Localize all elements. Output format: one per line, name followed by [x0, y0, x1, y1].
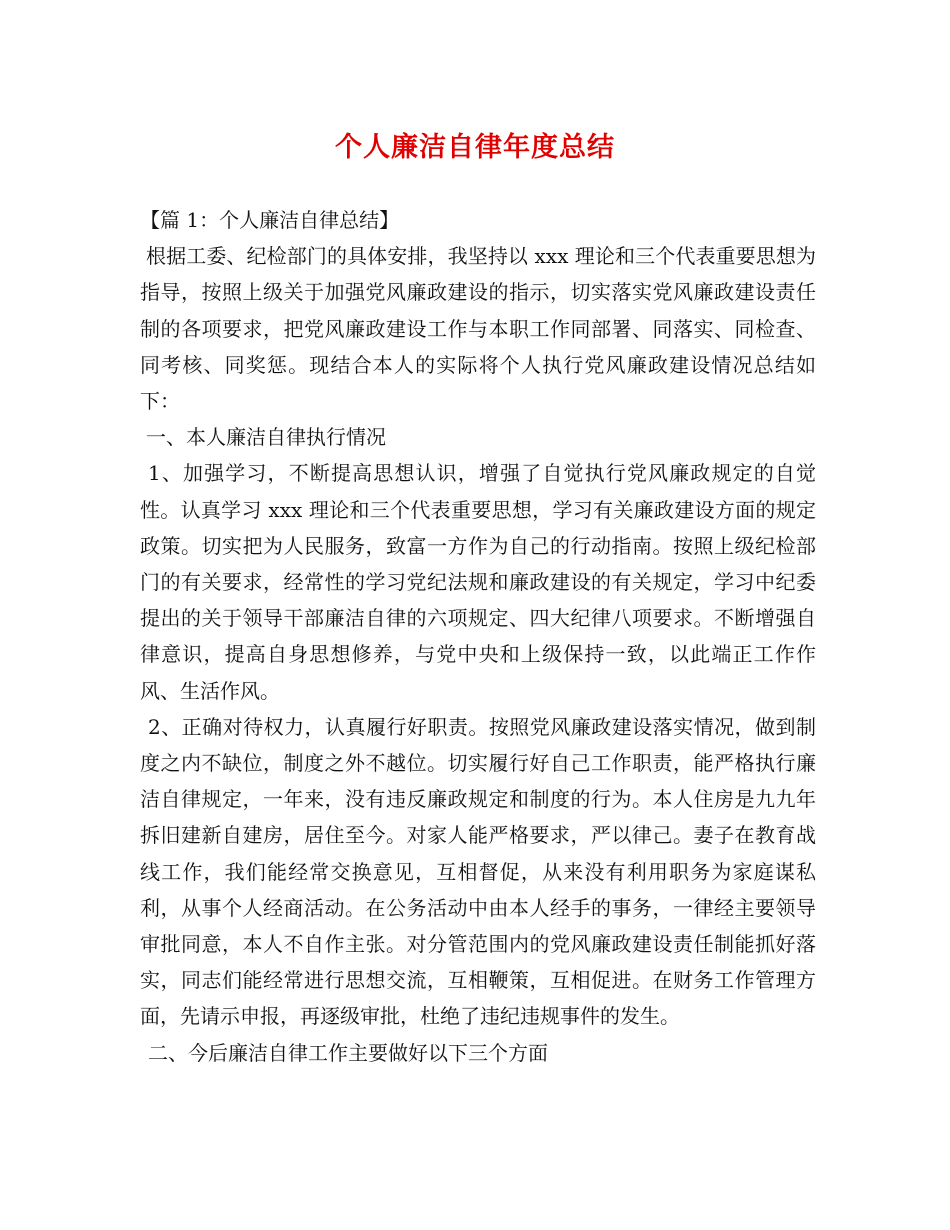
document-body [140, 202, 816, 1071]
paragraph-intro: 根据工委、纪检部门的具体安排，我坚持以 xxx 理论和三个代表重要思想为指导，按照上级关于加强党风廉政建设的指示，切实落实党风廉政建设责任制的各项要求，把党风廉政建设工作与本职工作同部署、同落实、同检查、同考核、同奖惩。现结合本人的实际将个人执行党风廉政建设情况总结如下： [140, 244, 816, 414]
paragraph-item-one: 1、加强学习，不断提高思想认识，增强了自觉执行党风廉政规定的自觉性。认真学习 xxx 理论和三个代表重要思想，学习有关廉政建设方面的规定政策。切实把为人民服务，致富一方作为自己的行动指南。按照上级纪检部门的有关要求，经常性的学习党纪法规和廉政建设的有关规定，学习中纪委提出的关于领导干部廉洁自律的六项规定、四大纪律八项要求。不断增强自律意识，提高自身思想修养，与党中央和上级保持一致，以此端正工作作风、生活作风。 [140, 461, 816, 703]
section-label: 【篇 1：个人廉洁自律总结】 [140, 208, 400, 232]
heading-section-one: 一、本人廉洁自律执行情况 [146, 425, 386, 450]
heading-section-two: 二、今后廉洁自律工作主要做好以下三个方面 [148, 1040, 548, 1065]
paragraph-item-two: 2、正确对待权力，认真履行好职责。按照党风廉政建设落实情况，做到制度之内不缺位，制度之外不越位。切实履行好自己工作职责，能严格执行廉洁自律规定，一年来，没有违反廉政规定和制度的行为。本人住房是九九年拆旧建新自建房，居住至今。对家人能严格要求，严以律己。妻子在教育战线工作，我们能经常交换意见，互相督促，从来没有利用职务为家庭谋私利，从事个人经商活动。在公务活动中由本人经手的事务，一律经主要领导审批同意，本人不自作主张。对分管范围内的党风廉政建设责任制能抓好落实，同志们能经常进行思想交流，互相鞭策，互相促进。在财务工作管理方面，先请示申报，再逐级审批，杜绝了违纪违规事件的发生。 [140, 714, 816, 1029]
document-title: 个人廉洁自律年度总结 [335, 132, 615, 163]
